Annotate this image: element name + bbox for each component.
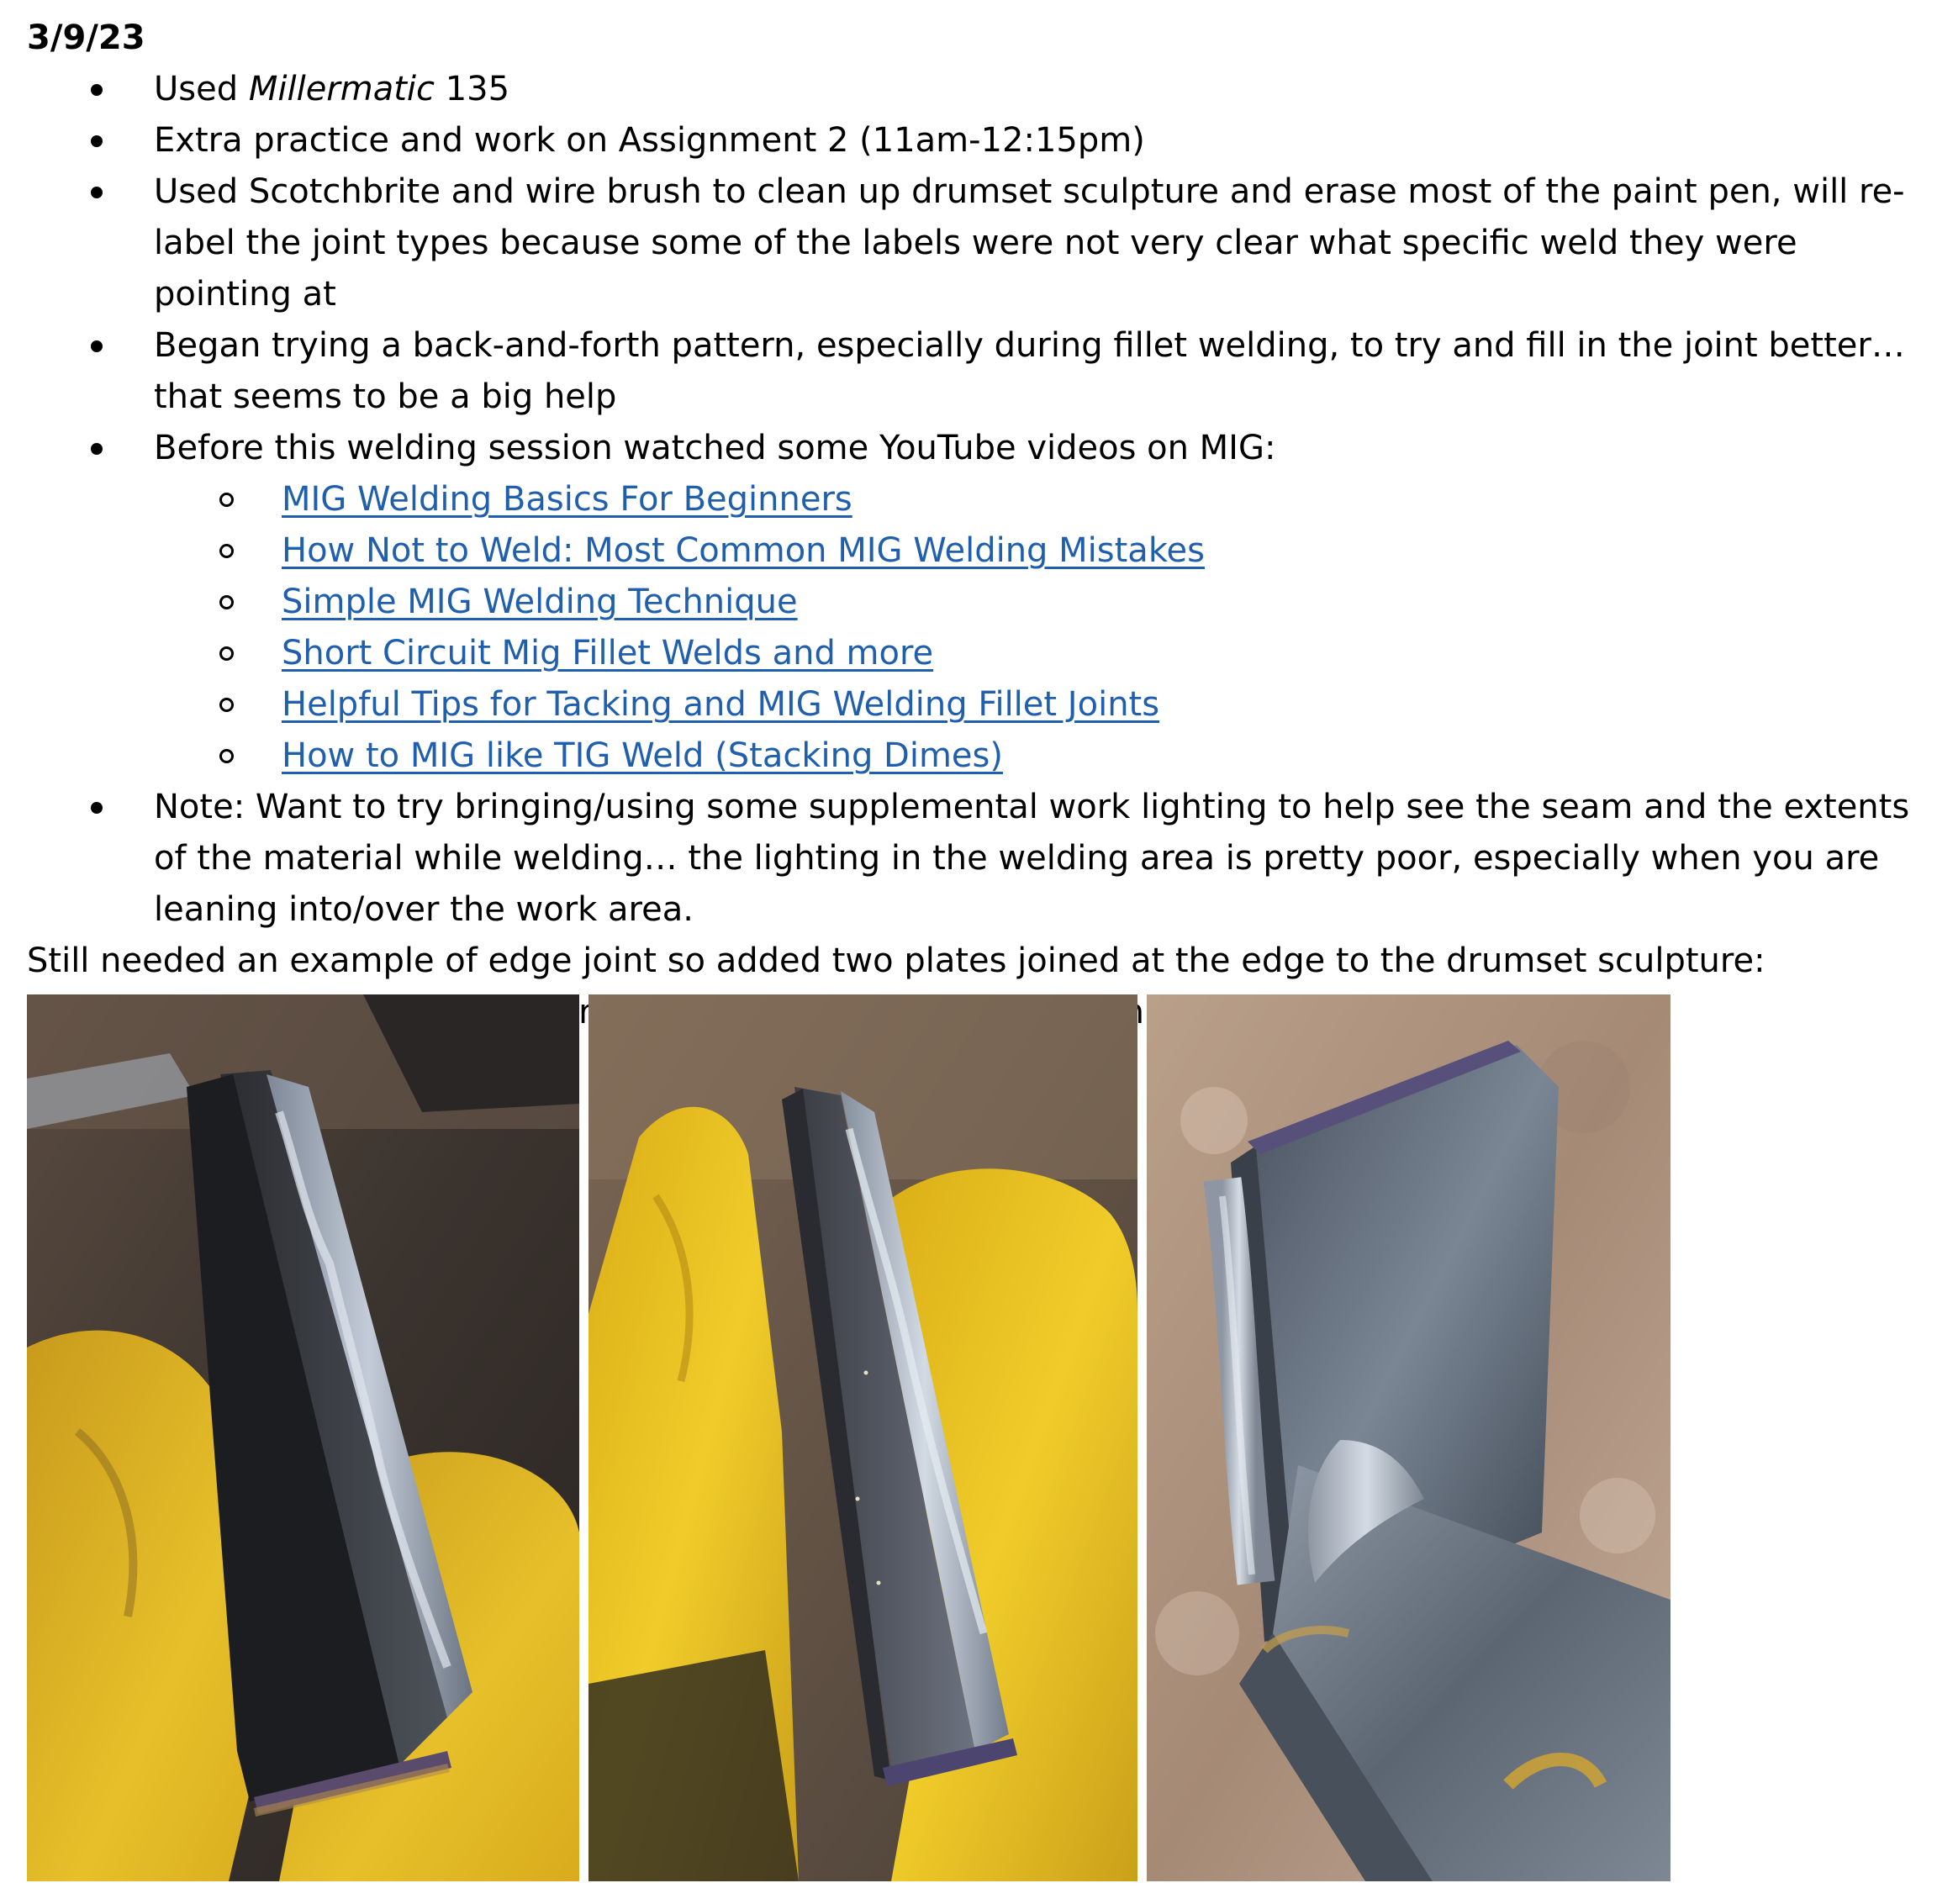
- bullet-item: [27, 320, 1936, 423]
- paragraph: Still needed an example of edge joint so added two plates joined at the edge to the drumset sculpture:: [27, 941, 1765, 980]
- bullet-dot: [91, 340, 103, 352]
- bullet-dot: [91, 443, 103, 455]
- bullet-item: [27, 423, 1936, 474]
- bullet-text: Began trying a back-and-forth pattern, especially during fillet welding, to try and fill in the joint better… that seems to be a big help: [154, 326, 1905, 416]
- bullet-item: [27, 64, 1936, 115]
- weld-photo-2: [588, 994, 1137, 1881]
- video-link[interactable]: Helpful Tips for Tacking and MIG Welding Fillet Joints: [282, 685, 1160, 724]
- video-list-item: [27, 474, 1919, 525]
- bullet-dot: [91, 802, 103, 814]
- video-list-item: [27, 628, 1919, 679]
- bullet-dot: [91, 135, 103, 147]
- video-link[interactable]: Simple MIG Welding Technique: [282, 583, 798, 621]
- paragraph: while: [1095, 993, 1184, 1031]
- video-link[interactable]: MIG Welding Basics For Beginners: [282, 480, 852, 519]
- bullet-item: [27, 782, 1936, 936]
- bullet-dot: [91, 84, 103, 96]
- video-list-item: [27, 679, 1919, 730]
- entry-date: 3/9/23: [27, 18, 145, 57]
- bullet-text-post: 135: [435, 70, 510, 108]
- journal-page: [27, 12, 1919, 1038]
- edge-weld-glove-photo: [588, 994, 1137, 1881]
- bullet-text: Before this welding session watched some YouTube videos on MIG:: [154, 429, 1276, 467]
- sub-bullet-circle: [219, 544, 234, 558]
- sub-bullet-circle: [219, 493, 234, 507]
- video-link[interactable]: How Not to Weld: Most Common MIG Welding Mistakes: [282, 531, 1206, 570]
- sub-bullet-circle: [219, 749, 234, 763]
- video-link[interactable]: How to MIG like TIG Weld (Stacking Dimes): [282, 736, 1003, 775]
- bullet-text: Used Scotchbrite and wire brush to clean up drumset sculpture and erase most of the paint pen, will re-label the joint types because some of the labels were not very clear what specific weld they were pointing at: [154, 172, 1905, 314]
- sub-bullet-circle: [219, 646, 234, 661]
- bullet-text: Note: Want to try bringing/using some supplemental work lighting to help see the seam and the extents of the material while welding… the lighting in the welding area is pretty poor, especially when you are leaning into/over the work area.: [154, 788, 1910, 929]
- bullet-item: [27, 166, 1936, 320]
- bullet-item: [27, 115, 1936, 166]
- bullet-text-pre: Used: [154, 70, 249, 108]
- photo-strip: [27, 994, 1670, 1881]
- plate-on-tube-photo: [1147, 994, 1670, 1881]
- sub-bullet-circle: [219, 595, 234, 609]
- machine-name: Millermatic: [248, 70, 435, 108]
- bullet-dot: [91, 187, 103, 198]
- sub-bullet-circle: [219, 698, 234, 712]
- video-list-item: [27, 730, 1919, 782]
- edge-weld-held-photo: [27, 994, 579, 1881]
- video-link[interactable]: Short Circuit Mig Fillet Welds and more: [282, 634, 934, 672]
- bullet-text: Extra practice and work on Assignment 2 (11am-12:15pm): [154, 121, 1145, 160]
- weld-photo-1: [27, 994, 579, 1881]
- weld-photo-3: [1147, 994, 1670, 1881]
- video-list-item: [27, 577, 1919, 628]
- video-list-item: [27, 525, 1919, 577]
